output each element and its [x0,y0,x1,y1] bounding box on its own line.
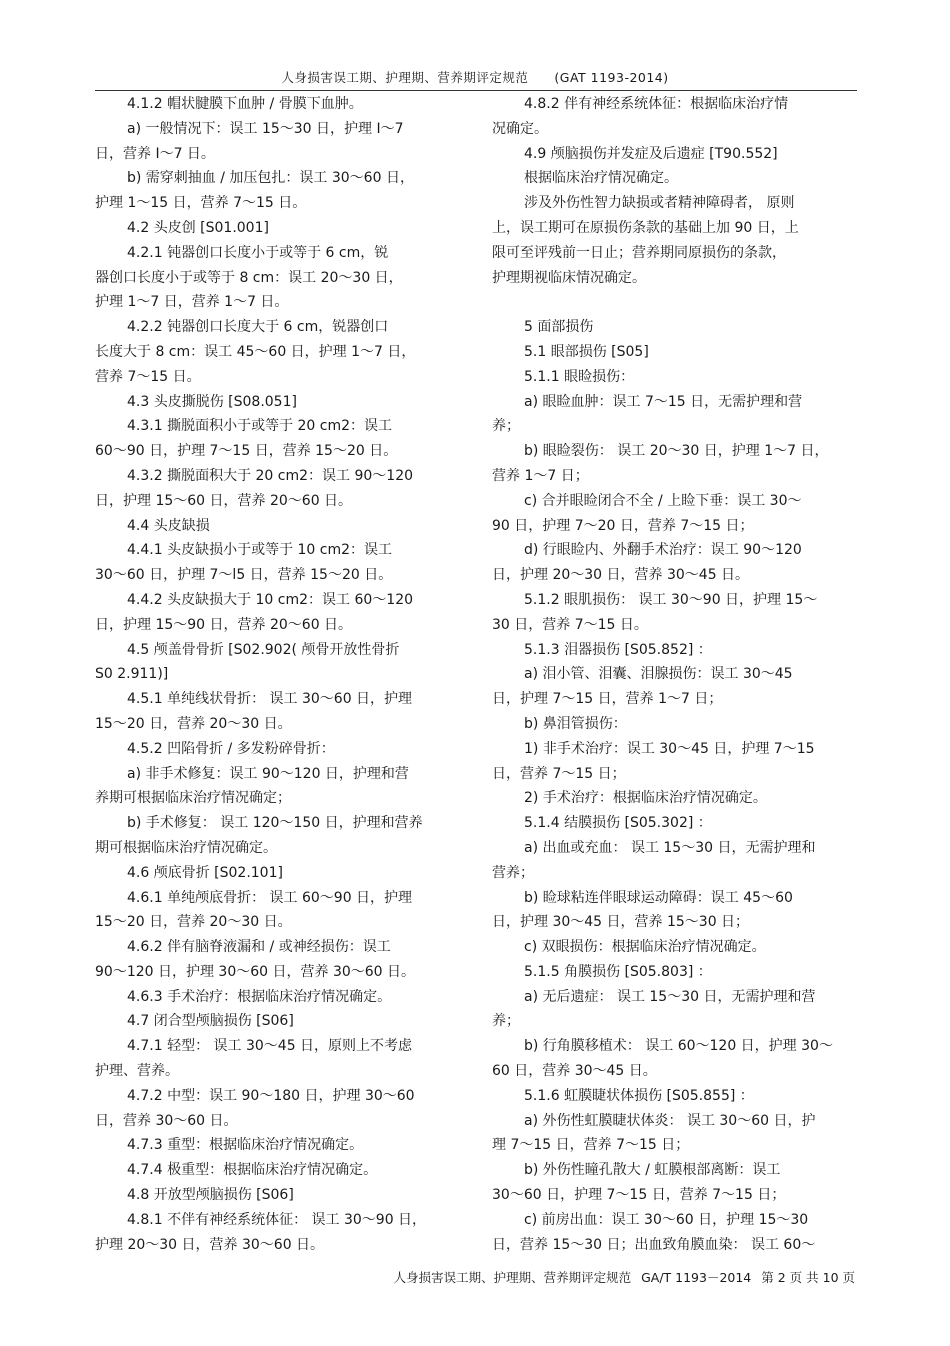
text-line: 4.4 头皮缺损 [127,517,210,534]
text-line: 4.7 闭合型颅脑损伤 [S06] [127,1013,294,1030]
footer-title: 人身损害误工期、护理期、营养期评定规范 [393,1270,632,1285]
footer-page-number: 第 2 页 共 10 页 [761,1270,855,1285]
text-line: 4.2 头皮创 [S01.001] [127,219,269,236]
text-line: 4.1.2 帽状腱膜下血肿 / 骨膜下血肿。 [127,96,363,112]
text-line: 1) 非手术治疗：误工 30～45 日，护理 7～15 [524,740,815,757]
text-line: 4.7.3 重型：根据临床治疗情况确定。 [127,1137,364,1154]
text-line: 5.1 眼部损伤 [S05] [524,343,649,360]
text-line: 4.3 头皮撕脱伤 [S08.051] [127,393,297,410]
text-line: 5.1.6 虹膜睫状体损伤 [S05.855] ： [524,1087,754,1104]
text-line: 60 日，营养 30～45 日。 [492,1063,657,1080]
text-line: 5.1.1 眼睑损伤： [524,368,635,385]
text-line: b) 外伤性瞳孔散大 / 虹膜根部离断：误工 [524,1162,781,1179]
text-line: 日，护理 7～15 日，营养 1～7 日； [492,691,723,708]
page-footer [95,1268,855,1286]
text-line: 养； [492,1013,520,1030]
header-code: (GAT 1193-2014) [554,70,669,85]
text-line: a) 出血或充血： 误工 15～30 日，无需护理和 [524,839,816,856]
text-line: 养； [492,418,520,435]
text-line: a) 非手术修复：误工 90～120 日，护理和营 [127,765,409,782]
text-line: 5.1.5 角膜损伤 [S05.803] ： [524,963,712,980]
text-line: 日，营养 7～15 日； [492,765,626,782]
text-line: 4.3.1 撕脱面积小于或等于 20 cm2：误工 [127,418,393,435]
text-line [492,290,854,315]
text-line: a) 泪小管、泪囊、泪腺损伤：误工 30～45 [524,666,793,683]
text-line: 4.8.1 不伴有神经系统体征： 误工 30～90 日， [127,1211,427,1228]
text-line: 30～60 日，护理 7～l5 日，营养 15～20 日。 [95,567,393,584]
text-line: 期可根据临床治疗情况确定。 [95,839,277,856]
text-line: 日，营养 15～30 日；出血致角膜血染： 误工 60～ [492,1236,816,1253]
text-line: 30～60 日，护理 7～15 日，营养 7～15 日； [492,1187,786,1204]
text-line: 4.3.2 撕脱面积大于 20 cm2：误工 90～120 [127,467,414,484]
text-line: c) 合并眼睑闭合不全 / 上睑下垂：误工 30～ [524,492,802,509]
text-line: 护理 20～30 日，营养 30～60 日。 [95,1236,325,1253]
text-line: b) 鼻泪管损伤： [524,715,627,732]
text-line: 30 日，营养 7～15 日。 [492,616,648,633]
text-line: 4.8 开放型颅脑损伤 [S06] [127,1187,294,1204]
footer-code: GA/T 1193－2014 [641,1270,752,1285]
text-line: 4.6.1 单纯颅底骨折： 误工 60～90 日，护理 [127,889,413,906]
text-line: b) 手术修复： 误工 120～150 日，护理和营养 [127,815,423,832]
text-line: 4.2.1 钝器创口长度小于或等于 6 cm，锐 [127,244,389,261]
text-line: 4.7.2 中型：误工 90～180 日，护理 30～60 [127,1087,415,1104]
text-line: 90 日，护理 7～20 日，营养 7～15 日； [492,517,754,534]
text-line: 5.1.2 眼肌损伤： 误工 30～90 日，护理 15～ [524,591,818,608]
text-line: 4.8.2 伴有神经系统体征：根据临床治疗情 [524,96,789,112]
text-line: 5 面部损伤 [524,319,594,336]
text-line: 日，护理 15～60 日，营养 20～60 日。 [95,492,353,509]
text-line: 营养 7～15 日。 [95,368,201,385]
text-line: 4.2.2 钝器创口长度大于 6 cm，锐器创口 [127,319,389,336]
text-line: 4.7.1 轻型： 误工 30～45 日，原则上不考虑 [127,1038,413,1055]
text-line: a) 外伤性虹膜睫状体炎： 误工 30～60 日，护 [524,1112,816,1129]
text-line: 4.4.1 头皮缺损小于或等于 10 cm2：误工 [127,542,393,559]
text-line: 4.5.2 凹陷骨折 / 多发粉碎骨折： [127,740,335,757]
text-line: 4.5 颅盖骨骨折 [S02.902( 颅骨开放性骨折 [127,641,400,658]
text-line: 护理、营养。 [95,1063,179,1080]
text-line: 涉及外伤性智力缺损或者精神障碍者， 原则 [524,195,795,212]
text-line: 日，护理 30～45 日，营养 15～30 日； [492,914,750,931]
text-line: 90～120 日，护理 30～60 日，营养 30～60 日。 [95,963,416,980]
text-line: 上，误工期可在原损伤条款的基础上加 90 日，上 [492,219,799,236]
page-header [95,68,855,86]
text-line: b) 眼睑裂伤： 误工 20～30 日，护理 1～7 日， [524,443,829,460]
text-line: 15～20 日，营养 20～30 日。 [95,715,292,732]
text-line: 根据临床治疗情况确定。 [524,170,678,187]
text-line: 营养 1～7 日； [492,467,589,484]
text-line: 器创口长度小于或等于 8 cm：误工 20～30 日， [95,269,403,286]
text-line: 护理期视临床情况确定。 [492,269,646,286]
text-line: 护理 1～7 日，营养 1～7 日。 [95,294,289,311]
header-title: 人身损害误工期、护理期、营养期评定规范 [281,70,529,85]
text-line: 5.1.3 泪器损伤 [S05.852] ： [524,641,712,658]
text-line: a) 无后遗症： 误工 15～30 日，无需护理和营 [524,988,816,1005]
text-line: 日，营养 30～60 日。 [95,1112,238,1129]
right-column [492,92,854,1257]
header-rule [95,90,857,91]
left-column [95,92,455,1257]
text-line: 5.1.4 结膜损伤 [S05.302] ： [524,815,712,832]
text-line: 营养； [492,864,534,881]
text-line: 理 7～15 日，营养 7～15 日； [492,1137,690,1154]
text-line: 日，护理 20～30 日，营养 30～45 日。 [492,567,750,584]
text-line: 15～20 日，营养 20～30 日。 [95,914,292,931]
text-line: 4.5.1 单纯线状骨折： 误工 30～60 日，护理 [127,691,413,708]
text-line: S0 2.911)] [95,666,169,683]
text-line: 日，营养 Ⅰ～7 日。 [95,145,215,162]
text-line: 4.4.2 头皮缺损大于 10 cm2：误工 60～120 [127,591,414,608]
text-line: 日，护理 15～90 日，营养 20～60 日。 [95,616,353,633]
text-line: a) 眼睑血肿：误工 7～15 日，无需护理和营 [524,393,803,410]
text-line: 4.7.4 极重型：根据临床治疗情况确定。 [127,1162,378,1179]
text-line: 4.6.3 手术治疗：根据临床治疗情况确定。 [127,988,392,1005]
text-line: 60～90 日，护理 7～15 日，营养 15～20 日。 [95,443,398,460]
text-line: b) 行角膜移植术： 误工 60～120 日，护理 30～ [524,1038,833,1055]
text-line: 长度大于 8 cm：误工 45～60 日，护理 1～7 日， [95,343,416,360]
text-line: 2) 手术治疗：根据临床治疗情况确定。 [524,790,767,807]
text-line: b) 睑球粘连伴眼球运动障碍：误工 45～60 [524,889,793,906]
text-line: 限可至评残前一日止；营养期同原损伤的条款， [492,244,786,261]
text-line: a) 一般情况下：误工 15～30 日，护理 Ⅰ～7 [127,120,404,137]
text-line: 4.6 颅底骨折 [S02.101] [127,864,283,881]
text-line: c) 双眼损伤：根据临床治疗情况确定。 [524,939,766,956]
text-line: 护理 1～15 日，营养 7～15 日。 [95,195,307,212]
text-line: 4.9 颅脑损伤并发症及后遗症 [T90.552] [524,145,778,162]
text-line: 养期可根据临床治疗情况确定； [95,790,291,807]
text-line: 4.6.2 伴有脑脊液漏和 / 或神经损伤：误工 [127,939,391,956]
text-line: c) 前房出血：误工 30～60 日，护理 15～30 [524,1211,809,1228]
text-line: 况确定。 [492,120,548,137]
text-line: b) 需穿刺抽血 / 加压包扎：误工 30～60 日， [127,170,414,187]
text-line: d) 行眼睑内、外翻手术治疗：误工 90～120 [524,542,802,559]
